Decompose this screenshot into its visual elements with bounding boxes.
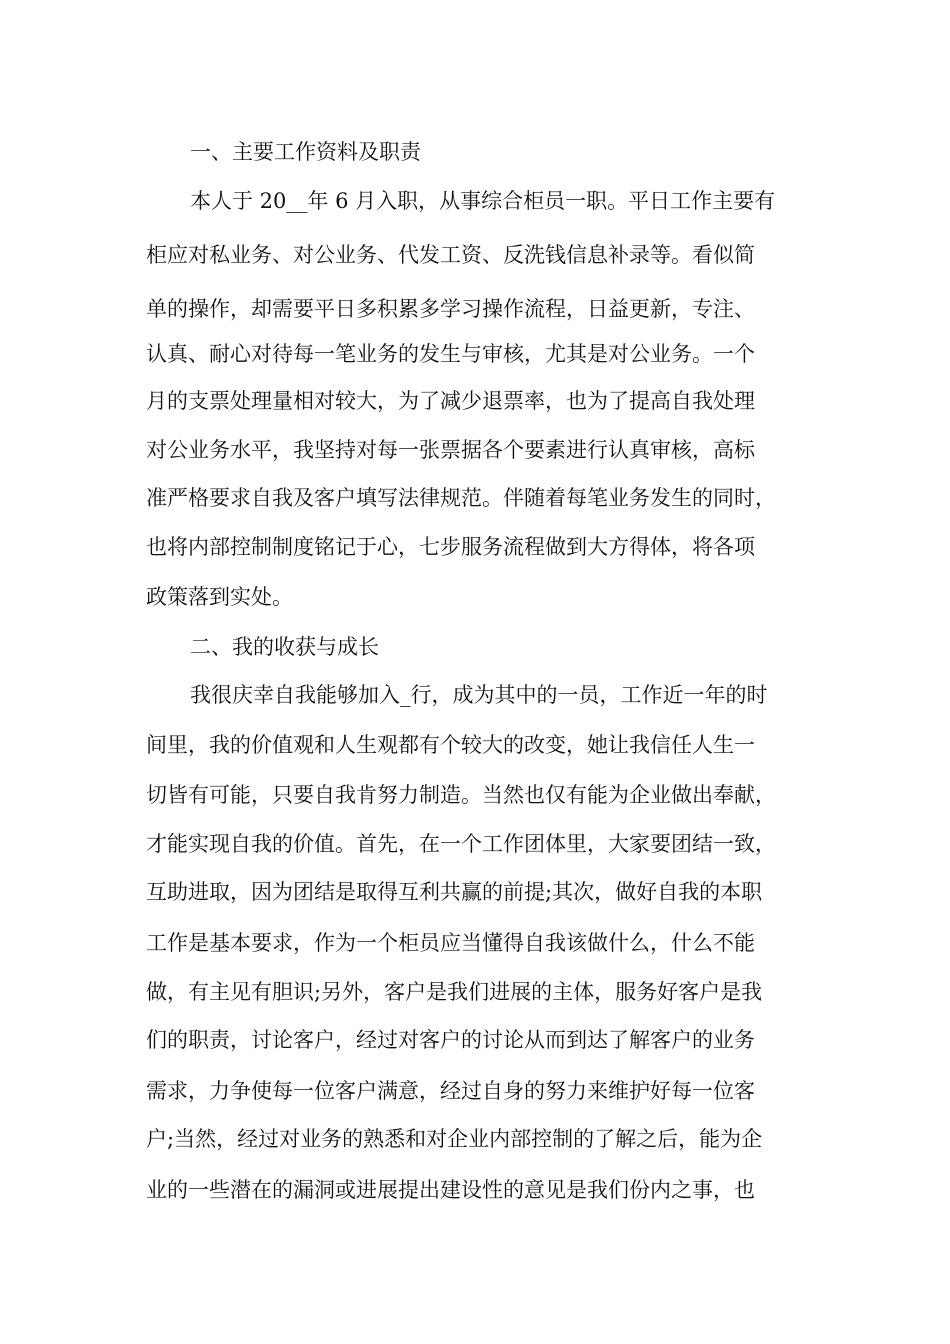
paragraph-line: 间里，我的价值观和人生观都有个较大的改变，她让我信任人生一: [146, 733, 755, 757]
paragraph-line: 互助进取，因为团结是取得互利共赢的前提;其次，做好自我的本职: [146, 880, 763, 904]
paragraph-line: 也将内部控制制度铭记于心，七步服务流程做到大方得体，将各项: [146, 535, 755, 559]
section-heading-1: 一、主要工作资料及职责: [190, 140, 421, 164]
paragraph-line: 才能实现自我的价值。首先，在一个工作团体里，大家要团结一致，: [146, 832, 776, 856]
paragraph-line: 户;当然，经过对业务的熟悉和对企业内部控制的了解之后，能为企: [146, 1127, 763, 1151]
paragraph-line: 做，有主见有胆识;另外，客户是我们进展的主体，服务好客户是我: [146, 980, 763, 1004]
paragraph-line: 准严格要求自我及客户填写法律规范。伴随着每笔业务发生的同时，: [146, 486, 776, 510]
paragraph-line: 柜应对私业务、对公业务、代发工资、反洗钱信息补录等。看似简: [146, 243, 755, 267]
paragraph-line: 切皆有可能，只要自我肯努力制造。当然也仅有能为企业做出奉献，: [146, 783, 776, 807]
paragraph-line: 对公业务水平，我坚持对每一张票据各个要素进行认真审核，高标: [146, 438, 755, 462]
paragraph-line: 单的操作，却需要平日多积累多学习操作流程，日益更新，专注、: [146, 297, 755, 321]
paragraph-line: 工作是基本要求，作为一个柜员应当懂得自我该做什么，什么不能: [146, 931, 755, 955]
paragraph-line: 业的一些潜在的漏洞或进展提出建设性的意见是我们份内之事，也: [146, 1178, 755, 1202]
paragraph-line: 本人于 20__年 6 月入职，从事综合柜员一职。平日工作主要有: [190, 189, 776, 213]
paragraph-line: 需求，力争使每一位客户满意，经过自身的努力来维护好每一位客: [146, 1079, 755, 1103]
paragraph-line: 认真、耐心对待每一笔业务的发生与审核，尤其是对公业务。一个: [146, 342, 755, 366]
paragraph-line: 月的支票处理量相对较大，为了减少退票率，也为了提高自我处理: [146, 389, 755, 413]
paragraph-line: 政策落到实处。: [146, 585, 293, 609]
section-heading-2: 二、我的收获与成长: [190, 635, 379, 659]
paragraph-line: 们的职责，讨论客户，经过对客户的讨论从而到达了解客户的业务: [146, 1028, 755, 1052]
paragraph-line: 我很庆幸自我能够加入_行，成为其中的一员，工作近一年的时: [190, 683, 768, 707]
